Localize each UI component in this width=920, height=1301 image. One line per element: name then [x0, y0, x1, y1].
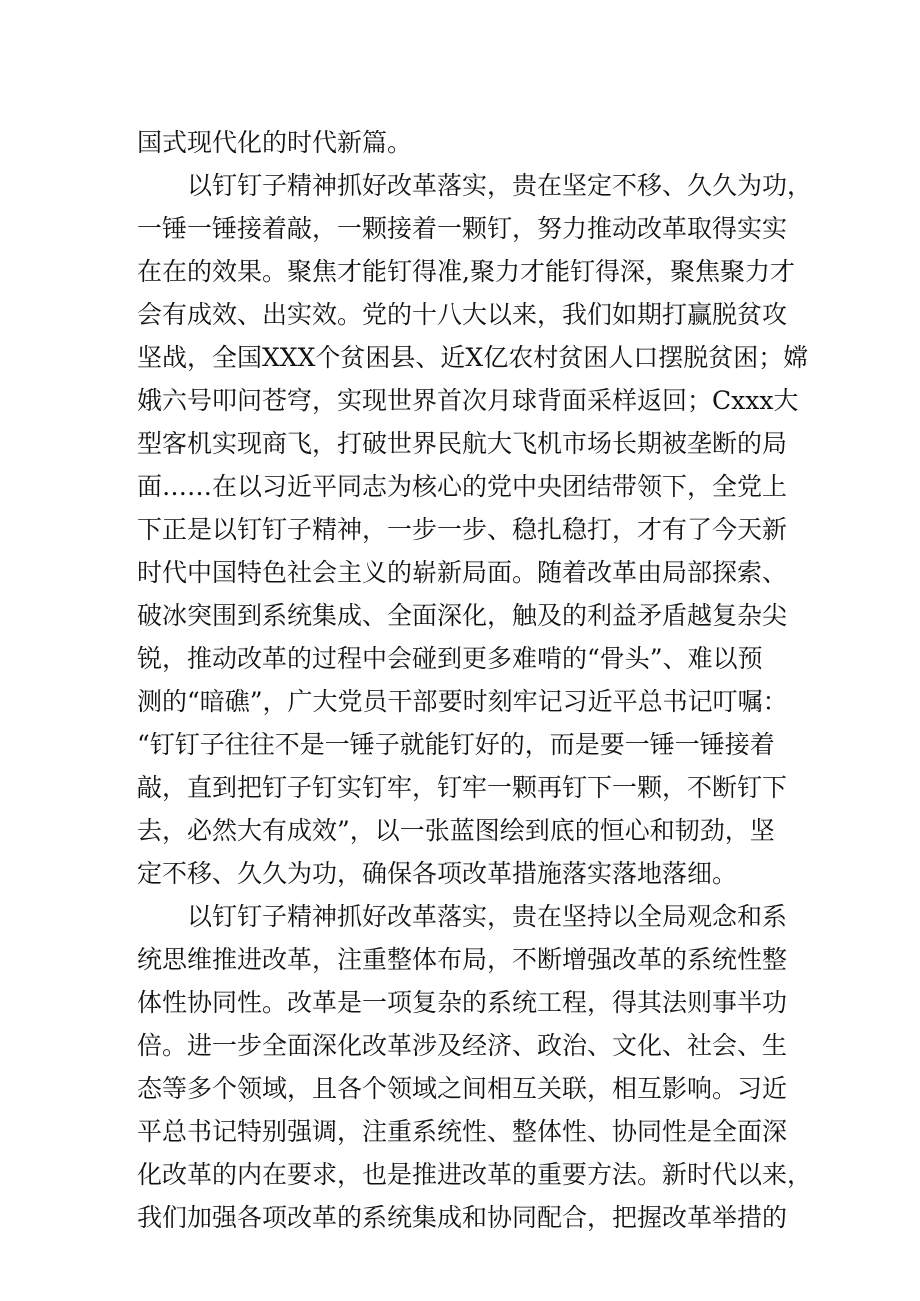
text-line: 在在的效果。聚焦才能钉得准,聚力才能钉得深，聚焦聚力才 [137, 257, 795, 286]
text-line: 一锤一锤接着敲，一颗接着一颗钉，努力推动改革取得实实 [137, 214, 788, 243]
text-line: 国式现代化的时代新篇。 [137, 128, 413, 157]
text-line: 敲，直到把钉子钉实钉牢，钉牢一颗再钉下一颗，不断钉下 [137, 773, 788, 802]
article-body [137, 121, 813, 1239]
text-line: 体性协同性。改革是一项复杂的系统工程，得其法则事半功 [137, 988, 788, 1017]
text-line: 破冰突围到系统集成、全面深化，触及的利益矛盾越复杂尖 [137, 601, 788, 630]
text-line: 去，必然大有成效”，以一张蓝图绘到底的恒心和韧劲，坚 [137, 816, 775, 845]
text-line: 下正是以钉钉子精神，一步一步、稳扎稳打，才有了今天新 [137, 515, 788, 544]
text-line: 我们加强各项改革的系统集成和协同配合，把握改革举措的 [137, 1203, 788, 1232]
text-line: 坚战，全国XXX个贫困县、近X亿农村贫困人口摆脱贫困；嫦 [137, 343, 809, 372]
text-line: 时代中国特色社会主义的崭新局面。随着改革由局部探索、 [137, 558, 788, 587]
text-line: 锐，推动改革的过程中会碰到更多难啃的“骨头”、难以预 [137, 644, 763, 673]
text-line: 测的“暗礁”，广大党员干部要时刻牢记习近平总书记叮嘱： [137, 687, 788, 716]
text-line: 统思维推进改革，注重整体布局，不断增强改革的系统性整 [137, 945, 788, 974]
text-line: 态等多个领域，且各个领域之间相互关联，相互影响。习近 [137, 1074, 788, 1103]
text-line: 倍。进一步全面深化改革涉及经济、政治、文化、社会、生 [137, 1031, 788, 1060]
text-line: “钉钉子往往不是一锤子就能钉好的，而是要一锤一锤接着 [137, 730, 775, 759]
text-line: 会有成效、出实效。党的十八大以来，我们如期打赢脱贫攻 [137, 300, 788, 329]
text-line: 定不移、久久为功，确保各项改革措施落实落地落细。 [137, 859, 738, 888]
text-line: 化改革的内在要求，也是推进改革的重要方法。新时代以来， [137, 1160, 813, 1189]
text-line: 面……在以习近平同志为核心的党中央团结带领下，全党上 [137, 472, 788, 501]
paragraph-start-line: 以钉钉子精神抓好改革落实，贵在坚定不移、久久为功， [187, 171, 813, 200]
text-line: 娥六号叩问苍穹，实现世界首次月球背面采样返回；Cxxx大 [137, 386, 799, 415]
paragraph-start-line: 以钉钉子精神抓好改革落实，贵在坚持以全局观念和系 [187, 902, 788, 931]
text-line: 平总书记特别强调，注重系统性、整体性、协同性是全面深 [137, 1117, 788, 1146]
text-line: 型客机实现商飞，打破世界民航大飞机市场长期被垄断的局 [137, 429, 788, 458]
